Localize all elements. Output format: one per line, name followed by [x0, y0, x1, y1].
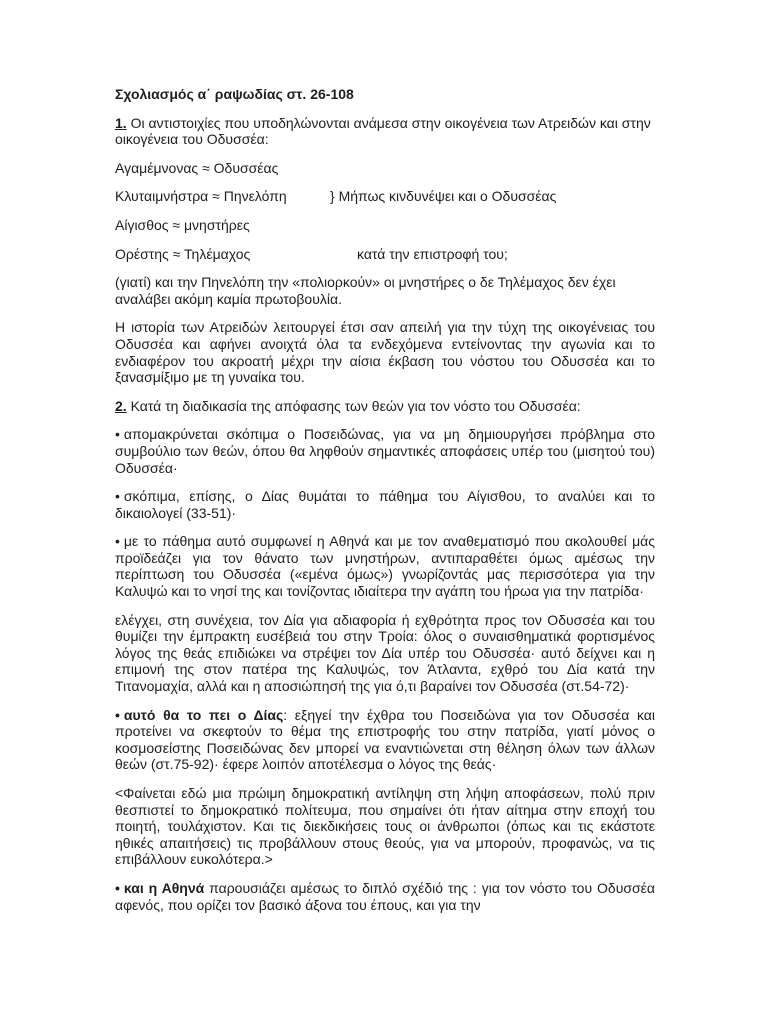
bullet-lead: και η Αθηνά — [123, 879, 205, 896]
correspondence-row-3: Αίγισθος ≈ μνηστήρες — [115, 216, 250, 233]
paragraph-why: (γιατί) και την Πηνελόπη την «πολιορκούν» οι μνηστήρες ο δε Τηλέμαχος δεν έχει αναλάβει ακόμη καμία πρωτοβουλία. — [115, 274, 616, 307]
correspondence-left-2: Κλυταιμνήστρα ≈ Πηνελόπη — [115, 188, 287, 205]
correspondence-row-1: Αγαμέμνονας ≈ Οδυσσέας — [115, 159, 279, 176]
bullet-item — [115, 707, 655, 773]
bullet-icon: • — [115, 426, 120, 443]
correspondence-row-2 — [115, 188, 655, 205]
section-1-number: 1. — [115, 114, 127, 131]
section-1-intro — [115, 115, 655, 148]
paragraph-democracy-note: <Φαίνεται εδώ μια πρώιμη δημοκρατική αντίληψη στη λήψη αποφάσεων, πολύ πριν θεσπιστεί το δημοκρατικό πολίτευμα, που σημαίνει ότι ήταν αίτημα στην εποχή του ποιητή, τουλάχιστον. Και τις διεκδικήσεις τους οι άνθρωποι (όπως και τις εκάστοτε ηθικές απαιτήσεις) τις προβάλλουν στους θεούς, για να μπορούν, προφανώς, να τις επιβάλλουν ευκολότερα.> — [115, 785, 655, 868]
document-title: Σχολιασμός α΄ ραψωδίας στ. 26-108 — [115, 86, 354, 102]
section-1-text: Οι αντιστοιχίες που υποδηλώνονται ανάμεσα στην οικογένεια των Ατρειδών και στην οικογένεια του Οδυσσέα: — [115, 114, 651, 148]
paragraph-atreides-story: Η ιστορία των Ατρειδών λειτουργεί έτσι σαν απειλή για την τύχη της οικογένειας του Οδυσσέα και αφήνει ανοιχτά όλα τα ενδεχόμενα εντείνοντας την αγωνία και το ενδιαφέρον του ακροατή μέχρι την αίσια έκβαση του νόστου του Οδυσσέα και το ξανασμίξιμο με τη γυναίκα του. — [115, 319, 655, 386]
section-2-number: 2. — [115, 397, 127, 414]
bullet-text: σκόπιμα, επίσης, ο Δίας θυμάται το πάθημα του Αίγισθου, το αναλύει και το δικαιολογεί (33-51)· — [115, 488, 655, 521]
bullet-icon: • — [115, 879, 120, 896]
bullet-item — [115, 426, 655, 476]
correspondence-left-4: Ορέστης ≈ Τηλέμαχος — [115, 245, 251, 262]
bullet-lead: αυτό θα το πει ο Δίας — [123, 706, 284, 723]
bullet-icon: • — [115, 706, 120, 723]
bullet-item — [115, 880, 655, 913]
correspondence-row-4 — [115, 246, 655, 263]
correspondence-note: } Μήπως κινδυνέψει και ο Οδυσσέας — [330, 188, 557, 205]
bullet-text: απομακρύνεται σκόπιμα ο Ποσειδώνας, για να μη δημιουργήσει πρόβλημα στο συμβούλιο των θεών, όπου θα ληφθούν σημαντικές αποφάσεις υπέρ του (μισητού του) Οδυσσέα· — [115, 426, 655, 476]
correspondence-note-cont: κατά την επιστροφή του; — [357, 245, 508, 262]
bullet-text: παρουσιάζει αμέσως το διπλό σχέδιό της : για τον νόστο του Οδυσσέα αφενός, που ορίζει τον βασικό άξονα του έπους, και για την — [115, 879, 655, 913]
bullet-item — [115, 533, 655, 599]
bullet-icon: • — [115, 488, 120, 505]
bullet-icon: • — [115, 533, 120, 550]
bullet-item — [115, 488, 655, 521]
paragraph-athena-checks-zeus: ελέγχει, στη συνέχεια, τον Δία για αδιαφορία ή εχθρότητα προς τον Οδυσσέα και του θυμίζει την έμπρακτη ευσέβειά του στην Τροία: όλος ο συναισθηματικά φορτισμένος λόγος της θεάς επιδιώκει να στρέψει τον Δία υπέρ του Οδυσσέα· αυτό δείχνει και η επιμονή της στον πατέρα της Καλυψώς, τον Άτλαντα, εχθρό του Δία κατά την Τιτανομαχία, αλλά και η αποσιώπησή της για ό,τι βαραίνει τον Οδυσσέα (στ.54-72)· — [115, 611, 655, 695]
bullet-text: με το πάθημα αυτό συμφωνεί η Αθηνά και με τον αναθεματισμό που ακολουθεί μάς προϊδεάζει για τον θάνατο των μνηστήρων, αντιπαραθέτει όμως αμέσως την περίπτωση του Οδυσσέα («εμένα όμως») γνωρίζοντάς μας περισσότερα για την Καλυψώ και το νησί της και τονίζοντας ιδιαίτερα την αγάπη του ήρωα για την πατρίδα· — [115, 533, 655, 600]
bullet-text: : εξηγεί την έχθρα του Ποσειδώνα για τον Οδυσσέα και προτείνει να σκεφτούν το θέμα της επιστροφής του στην πατρίδα, γιατί μόνος ο κοσμοσείστης Ποσειδώνας δεν μπορεί να εναντιώνεται στη θέληση όλων των άλλων θεών (στ.75-92)· έφερε λοιπόν αποτέλεσμα ο λόγος της θεάς· — [115, 706, 655, 773]
section-2-text: Κατά τη διαδικασία της απόφασης των θεών για τον νόστο του Οδυσσέα: — [126, 397, 581, 414]
section-2-intro — [115, 398, 655, 415]
